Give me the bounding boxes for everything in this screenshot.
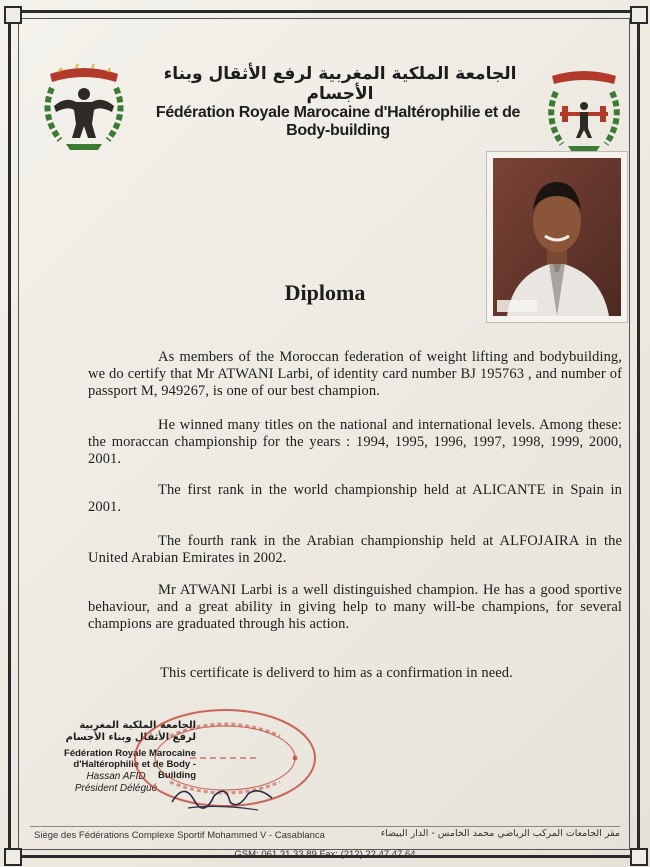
document-title: Diploma xyxy=(284,280,366,305)
frame-corner xyxy=(4,6,22,24)
bodybuilder-logo-icon xyxy=(36,60,132,152)
signatory-role: Président Délégué xyxy=(74,783,158,794)
frame-corner xyxy=(630,6,648,24)
arabian-rank-paragraph: The fourth rank in the Arabian championship held at ALFOJAIRA in the United Arabian Emirates in 2002. xyxy=(88,532,622,566)
certification-paragraph: As members of the Moroccan federation of weight lifting and bodybuilding, we do certify that Mr ATWANI Larbi, of identity card number BJ 195763 , and number of passport M, 949267, is one of our best champion. xyxy=(88,348,622,399)
titles-paragraph: He winned many titles on the national and international levels. Among these: the moraccan championship for the years : 1994, 1995, 1996, 1997, 1998, 1999, 2000, 2001. xyxy=(88,416,622,467)
signatory-name: Hassan AFID xyxy=(86,771,146,782)
closing-paragraph: This certificate is deliverd to him as a confirmation in need. xyxy=(160,664,513,681)
header-arabic-title: الجامعة الملكية المغربية لرفع الأثقال وبناء الأجسام xyxy=(163,64,517,104)
footer-contact: GSM: 061.31.33.89 Fax: (212) 22.47.47.64 xyxy=(234,849,416,860)
footer-address-arabic: مقر الجامعات المركب الرياضي محمد الخامس - الدار البيضاء xyxy=(380,828,620,839)
signature-arabic-line: لرفع الأثقال وبناء الأجسام xyxy=(65,732,196,743)
footer-address-french: Siège des Fédérations Complexe Sportif Mohammed V - Casablanca xyxy=(34,830,325,841)
handwritten-signature xyxy=(168,776,278,816)
world-rank-paragraph: The first rank in the world championship held at ALICANTE in Spain in 2001. xyxy=(88,481,622,515)
signature-french-line: d'Haltérophilie et de Body - Building xyxy=(73,759,196,781)
signature-arabic-line: الجامعة الملكية المغربية xyxy=(79,720,196,731)
footer-divider xyxy=(30,826,620,827)
weightlifter-logo-icon xyxy=(544,66,624,156)
character-paragraph: Mr ATWANI Larbi is a well distinguished champion. He has a good sportive behaviour, and a great ability in giving help to many will-be champions, for several champions are graduated through his action. xyxy=(88,581,622,632)
header-french-title: Fédération Royale Marocaine d'Haltérophilie et de Body-building xyxy=(155,104,521,139)
signature-french-line: Fédération Royale Marocaine xyxy=(64,748,196,759)
